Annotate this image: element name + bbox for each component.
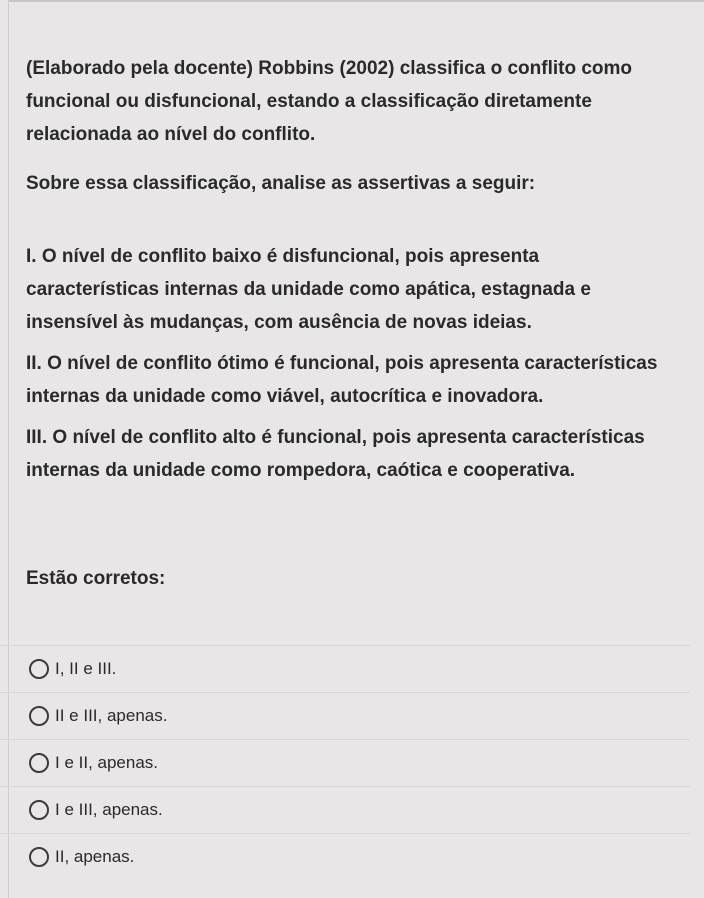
option-e[interactable] <box>0 833 690 880</box>
option-label: II, apenas. <box>55 847 135 866</box>
assertion-2: II. O nível de conflito ótimo é funcional, pois apresenta características internas da unidade como viável, autocrítica e inovadora. <box>26 353 658 407</box>
option-c[interactable] <box>0 739 690 786</box>
question-body <box>26 52 676 495</box>
radio-icon[interactable] <box>29 847 49 867</box>
radio-icon[interactable] <box>29 659 49 679</box>
radio-icon[interactable] <box>29 800 49 820</box>
option-label: I, II e III. <box>55 659 117 678</box>
radio-icon[interactable] <box>29 706 49 726</box>
option-d[interactable] <box>0 786 690 833</box>
option-label: II e III, apenas. <box>55 706 168 725</box>
question-intro: (Elaborado pela docente) Robbins (2002) classifica o conflito como funcional ou disfuncional, estando a classificação diretamente relacionada ao nível do conflito. <box>26 58 633 145</box>
question-prompt: Estão corretos: <box>26 568 166 589</box>
question-instruction: Sobre essa classificação, analise as assertivas a seguir: <box>26 173 536 194</box>
option-b[interactable] <box>0 692 690 739</box>
answer-options <box>0 645 690 880</box>
assertion-3: III. O nível de conflito alto é funcional, pois apresenta características internas da unidade como rompedora, caótica e cooperativa. <box>26 427 645 481</box>
option-a[interactable] <box>0 645 690 692</box>
option-label: I e III, apenas. <box>55 800 163 819</box>
option-label: I e II, apenas. <box>55 753 159 772</box>
radio-icon[interactable] <box>29 753 49 773</box>
assertion-1: I. O nível de conflito baixo é disfuncional, pois apresenta características internas da unidade como apática, estagnada e insensível às mudanças, com ausência de novas ideias. <box>26 246 591 333</box>
